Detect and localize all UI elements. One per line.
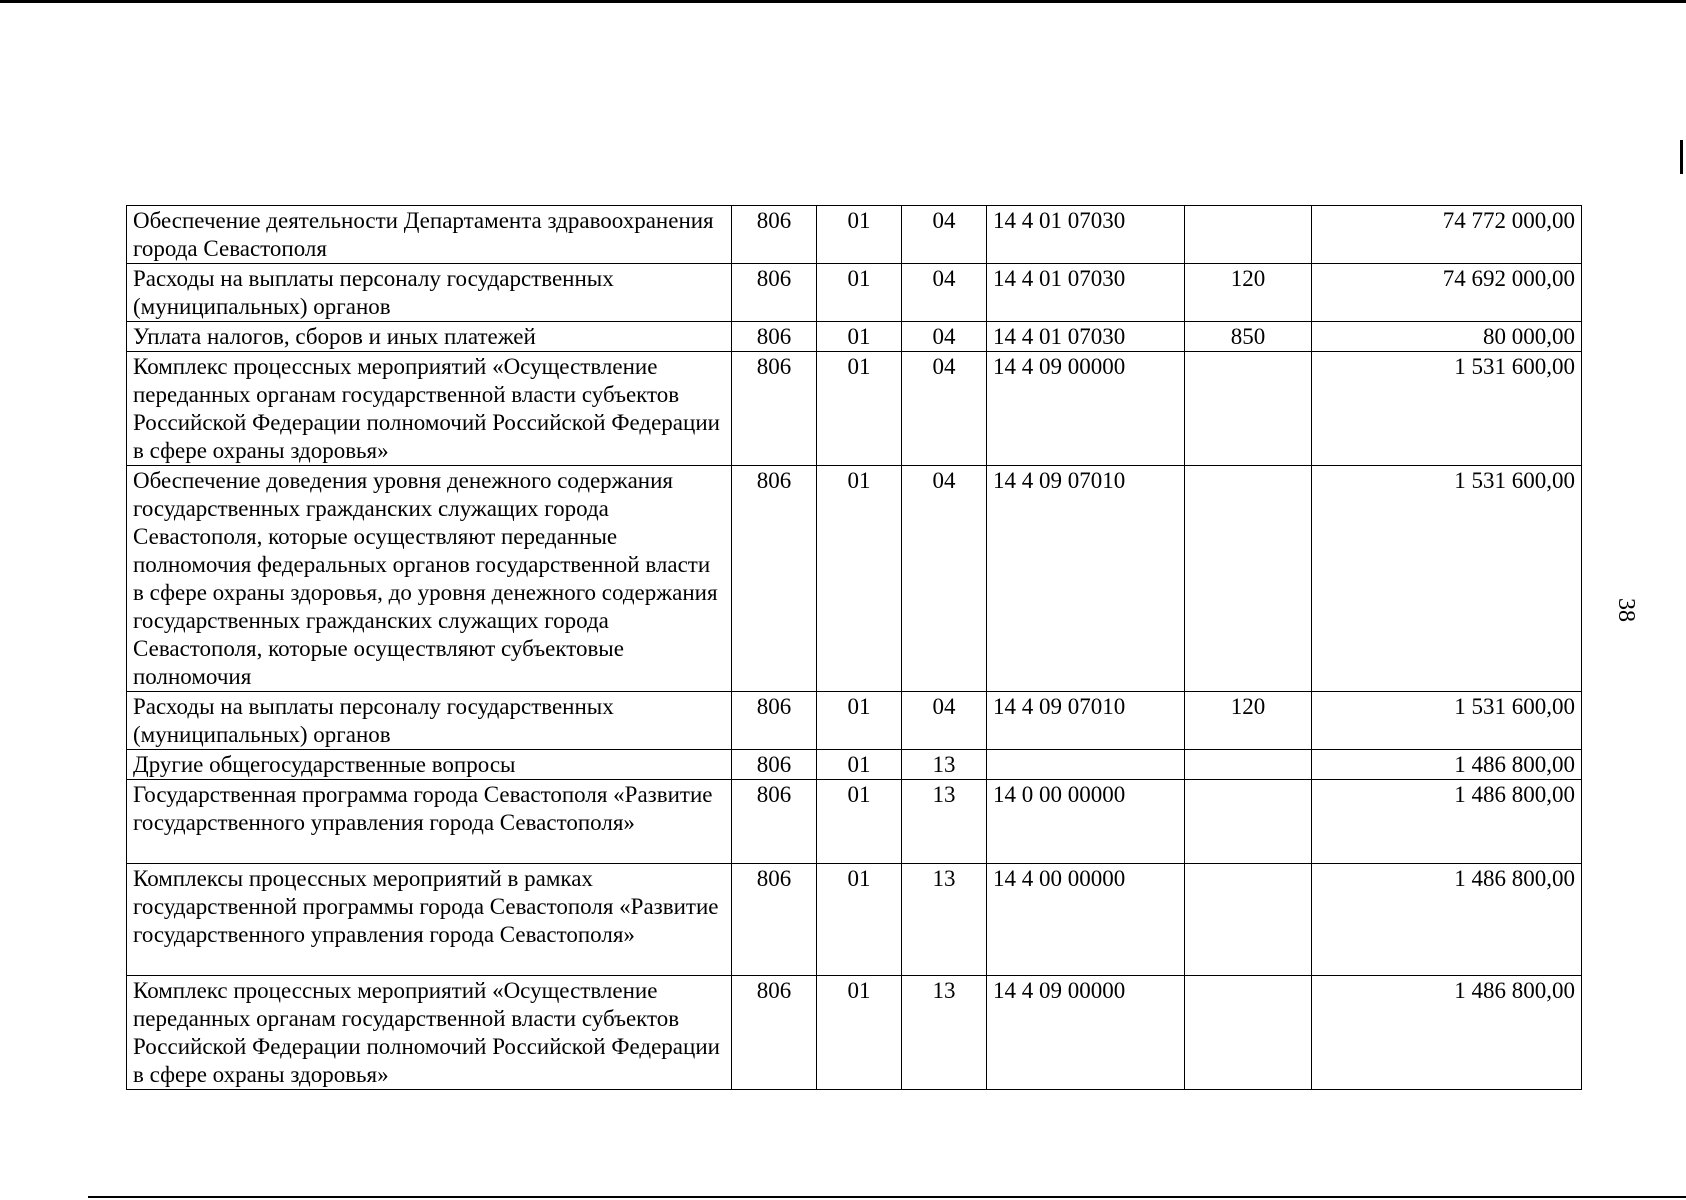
amount-cell: 80 000,00	[1312, 322, 1582, 352]
margin-mark	[1680, 140, 1683, 174]
grbs-cell: 806	[732, 322, 817, 352]
table-row	[127, 206, 1582, 264]
subsection-cell: 04	[902, 322, 987, 352]
subsection-cell: 13	[902, 976, 987, 1090]
table-row	[127, 466, 1582, 692]
expense-type-cell	[1185, 466, 1312, 692]
amount-cell: 1 486 800,00	[1312, 864, 1582, 976]
expense-type-cell: 120	[1185, 692, 1312, 750]
target-article-cell: 14 4 09 00000	[987, 976, 1185, 1090]
target-article-cell: 14 4 01 07030	[987, 322, 1185, 352]
subsection-cell: 04	[902, 206, 987, 264]
amount-cell: 74 772 000,00	[1312, 206, 1582, 264]
bottom-border-line	[88, 1196, 1686, 1198]
subsection-cell: 04	[902, 352, 987, 466]
amount-cell: 1 531 600,00	[1312, 352, 1582, 466]
table-row	[127, 352, 1582, 466]
target-article-cell: 14 4 09 07010	[987, 692, 1185, 750]
section-cell: 01	[817, 206, 902, 264]
section-cell: 01	[817, 692, 902, 750]
table-row	[127, 750, 1582, 780]
row-name-cell: Расходы на выплаты персоналу государственных (муниципальных) органов	[127, 692, 732, 750]
grbs-cell: 806	[732, 264, 817, 322]
target-article-cell	[987, 750, 1185, 780]
expense-type-cell: 850	[1185, 322, 1312, 352]
target-article-cell: 14 0 00 00000	[987, 780, 1185, 864]
table-row	[127, 780, 1582, 864]
subsection-cell: 13	[902, 780, 987, 864]
subsection-cell: 13	[902, 750, 987, 780]
subsection-cell: 04	[902, 466, 987, 692]
amount-cell: 1 486 800,00	[1312, 750, 1582, 780]
expense-type-cell	[1185, 750, 1312, 780]
grbs-cell: 806	[732, 780, 817, 864]
grbs-cell: 806	[732, 352, 817, 466]
section-cell: 01	[817, 466, 902, 692]
section-cell: 01	[817, 322, 902, 352]
target-article-cell: 14 4 01 07030	[987, 206, 1185, 264]
table-row	[127, 864, 1582, 976]
grbs-cell: 806	[732, 864, 817, 976]
table-row	[127, 264, 1582, 322]
expense-type-cell	[1185, 976, 1312, 1090]
section-cell: 01	[817, 352, 902, 466]
row-name-cell: Государственная программа города Севастополя «Развитие государственного управления города Севастополя»	[127, 780, 732, 864]
row-name-cell: Комплексы процессных мероприятий в рамках государственной программы города Севастополя «Развитие государственного управления города Севастополя»	[127, 864, 732, 976]
section-cell: 01	[817, 864, 902, 976]
expense-type-cell	[1185, 780, 1312, 864]
table-row	[127, 976, 1582, 1090]
table-row	[127, 322, 1582, 352]
target-article-cell: 14 4 09 00000	[987, 352, 1185, 466]
row-name-cell: Комплекс процессных мероприятий «Осуществление переданных органам государственной власти субъектов Российской Федерации полномочий Российской Федерации в сфере охраны здоровья»	[127, 976, 732, 1090]
row-name-cell: Обеспечение деятельности Департамента здравоохранения города Севастополя	[127, 206, 732, 264]
expense-type-cell	[1185, 864, 1312, 976]
row-name-cell: Уплата налогов, сборов и иных платежей	[127, 322, 732, 352]
top-border-line	[0, 0, 1686, 3]
amount-cell: 1 531 600,00	[1312, 692, 1582, 750]
row-name-cell: Другие общегосударственные вопросы	[127, 750, 732, 780]
target-article-cell: 14 4 00 00000	[987, 864, 1185, 976]
row-name-cell: Расходы на выплаты персоналу государственных (муниципальных) органов	[127, 264, 732, 322]
amount-cell: 1 531 600,00	[1312, 466, 1582, 692]
row-name-cell: Комплекс процессных мероприятий «Осуществление переданных органам государственной власти субъектов Российской Федерации полномочий Российской Федерации в сфере охраны здоровья»	[127, 352, 732, 466]
grbs-cell: 806	[732, 206, 817, 264]
section-cell: 01	[817, 976, 902, 1090]
expense-type-cell: 120	[1185, 264, 1312, 322]
section-cell: 01	[817, 750, 902, 780]
grbs-cell: 806	[732, 466, 817, 692]
section-cell: 01	[817, 264, 902, 322]
subsection-cell: 13	[902, 864, 987, 976]
amount-cell: 74 692 000,00	[1312, 264, 1582, 322]
budget-table	[126, 205, 1582, 1090]
amount-cell: 1 486 800,00	[1312, 976, 1582, 1090]
section-cell: 01	[817, 780, 902, 864]
grbs-cell: 806	[732, 976, 817, 1090]
subsection-cell: 04	[902, 264, 987, 322]
target-article-cell: 14 4 01 07030	[987, 264, 1185, 322]
grbs-cell: 806	[732, 750, 817, 780]
target-article-cell: 14 4 09 07010	[987, 466, 1185, 692]
subsection-cell: 04	[902, 692, 987, 750]
grbs-cell: 806	[732, 692, 817, 750]
row-name-cell: Обеспечение доведения уровня денежного содержания государственных гражданских служащих города Севастополя, которые осуществляют переданные полномочия федеральных органов государственной власти в сфере охраны здоровья, до уровня денежного содержания государственных гражданских служащих города Севастополя, которые осуществляют субъектовые полномочия	[127, 466, 732, 692]
amount-cell: 1 486 800,00	[1312, 780, 1582, 864]
page-number: 38	[1613, 598, 1639, 622]
expense-type-cell	[1185, 352, 1312, 466]
table-row	[127, 692, 1582, 750]
expense-type-cell	[1185, 206, 1312, 264]
